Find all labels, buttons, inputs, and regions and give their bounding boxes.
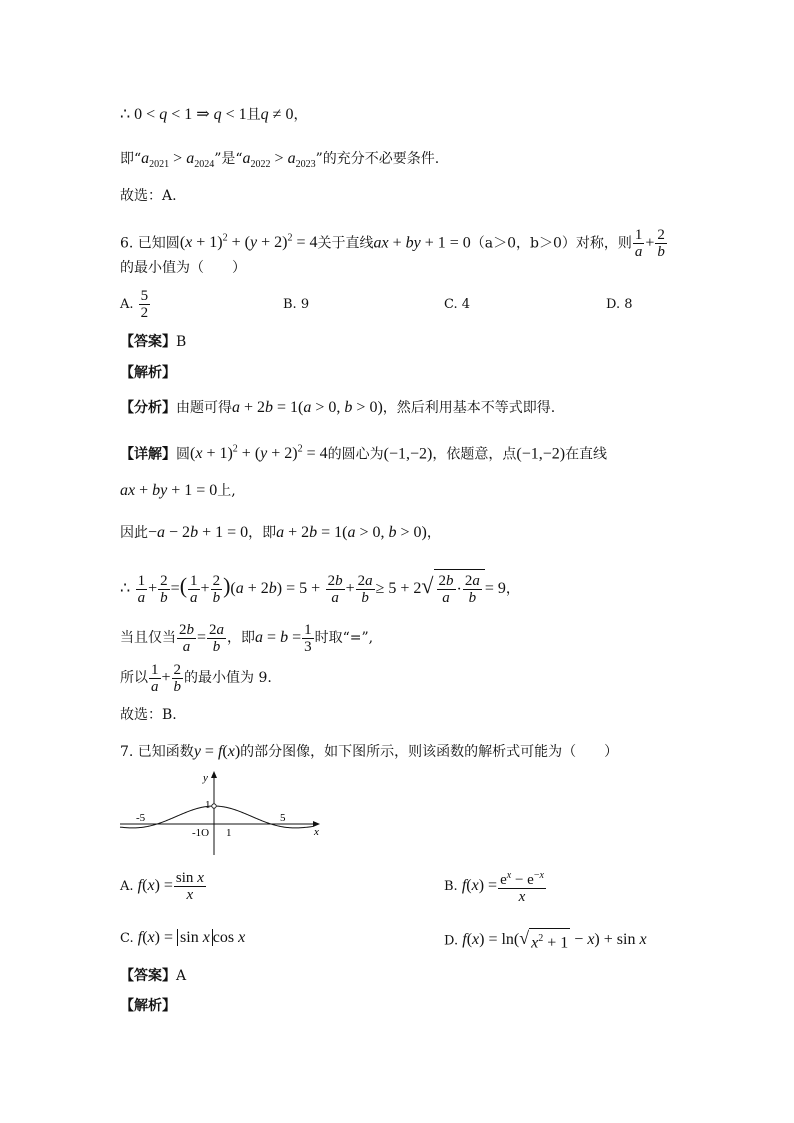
line-1: ∴ 0 < q < 1 ⇒ q < 1且q ≠ 0， [120,106,308,123]
q7-option-c[interactable]: C. f(x) = sin x cos x [120,929,246,946]
q7-option-a-label: A. [120,879,134,894]
q6-answer-tag: 【答案】 [120,334,176,350]
q6-fenxi-tag: 【分析】 [120,400,176,416]
y-axis-arrow [211,771,217,778]
q6-xj-1: 圆 [176,446,190,463]
q7-function-graph [115,765,330,857]
open-point-icon [212,804,216,808]
q6-yinci-label: 因此 [120,525,148,541]
q6-num: 6. 已知圆 [120,235,180,252]
q6-xj-2: 的圆心为 [327,446,384,463]
q6-option-a[interactable]: A. $\frac{5}{2}$ [120,288,149,321]
q7-answer-tag: 【答案】 [120,968,176,984]
q7-option-d-label: D. [444,933,459,949]
q6-suoyi-2: 的最小值为 9. [184,670,272,686]
y-axis-label: y [203,772,208,784]
q6-option-a-label: A. [120,297,134,312]
tick-1x: 1 [226,827,232,839]
line-2-mid: ”是“ [214,151,243,167]
q6-dangqie-3: 时取“=”, [314,630,374,646]
q6-xiangjie-tag: 【详解】 [120,446,176,463]
q6-dangqie-label: 当且仅当 [120,630,176,646]
q7-option-b[interactable]: B. f(x) = $\frac{e^x - e^{-x}}{x}$ [444,870,544,905]
q6-answer-value: B [176,334,187,350]
q6-cond: （a＞0，b＞0）对称，则 [470,235,632,252]
q6-suoyi-label: 所以 [120,670,148,686]
q6-dangqie-2: ，即 [227,630,256,646]
q6-xj-5: 上, [217,483,236,499]
q7-answer [120,966,186,986]
q6-dangqie: 当且仅当 $\frac{2b}{a}$ = $\frac{2a}{b}$ ，即a = b = $\frac{1}{3}$ 时取“=”, [120,621,374,655]
line-2: 即“$a_{2021} > a_{2024}$”是“$a_{2022} > a_{2023}$”的充分不必要条件. [120,150,440,171]
line-2-pre: 即“ [120,151,142,167]
q6-suoyi: 所以 $\frac{1}{a}$ + $\frac{2}{b}$ 的最小值为 9. [120,661,272,695]
q7-option-c-label: C. [120,931,134,946]
q6-yinci-2: ，即 [248,525,277,541]
q7-option-d[interactable]: D. f(x) = ln(√ $x^2 + 1 - x) + \sin x$ [444,928,647,952]
q7-desc: 的部分图像，如下图所示，则该函数的解析式可能为（ ） [240,744,619,760]
q6-fenxi-pre: 由题可得 [176,400,232,416]
tick-5: 5 [280,812,286,824]
q6-answer [120,332,186,352]
q7-answer-value: A [176,968,187,984]
q7-option-b-label: B. [444,879,458,894]
q6-fenxi-post: ，然后利用基本不等式即得. [382,400,556,416]
q6-option-c[interactable]: C. 4 [444,297,471,312]
q7-num: 7. 已知函数 [120,744,194,760]
q6-xj-3: ，依题意，点 [432,446,517,463]
q6-stem-2: 的最小值为（ ） [120,260,246,276]
q7-jiexi: 【解析】 [120,998,176,1014]
q6-guxuan: 故选：B. [120,707,177,723]
q6-xiangjie-2: ax + by + 1 = 0上, [120,482,236,499]
q6-about: 关于直线 [317,235,374,252]
q6-stem: 6. 已知圆$(x + 1)^2 + (y + 2)^2 = 4$关于直线ax + by + 1 = 0（a＞0，b＞0）对称，则 $\frac{1}{a}$ + $\frac{2}{b}$ [120,226,665,260]
x-axis-label: x [314,826,319,838]
q6-option-b[interactable]: B. 9 [283,297,310,312]
q6-xj-4: 在直线 [565,446,608,463]
line-1-text: 且 [246,107,261,123]
q7-option-a[interactable]: A. f(x) = $\frac{\text{sin x}}{x}$ [120,870,204,903]
tick-1y: 1 [205,799,211,811]
q6-derivation: ∴ $\frac{1}{a}$ + $\frac{2}{b}$ =( $\frac{1}{a}$ + $\frac{2}{b}$ )(a + 2b) = 5 + $\frac{2b}{a}$ + $\frac{2a}{b}$ ≥ 5 + 2√ $\frac{2b}{a}$ · $\frac{2a}{b}$ = 9， [120,566,520,610]
q6-jiexi: 【解析】 [120,365,176,381]
q6-fenxi: 【分析】由题可得a + 2b = 1(a > 0, b > 0)，然后利用基本不等式即得. [120,399,556,416]
tick-neg1-origin: -1O [192,827,210,839]
q6-yinci: 因此−a − 2b + 1 = 0，即a + 2b = 1(a > 0, b > 0)， [120,524,441,541]
tick-neg5: -5 [136,812,146,824]
q6-option-d[interactable]: D. 8 [606,297,633,312]
line-2-post: ”的充分不必要条件. [315,151,440,167]
line-3: 故选：A. [120,188,177,204]
q6-xiangjie: 【详解】圆$(x + 1)^2 + (y + 2)^2 = 4$的圆心为(−1,−2)，依题意，点(−1,−2)在直线 [120,444,608,463]
q7-stem: 7. 已知函数y = f(x)的部分图像，如下图所示，则该函数的解析式可能为（ ） [120,743,619,760]
